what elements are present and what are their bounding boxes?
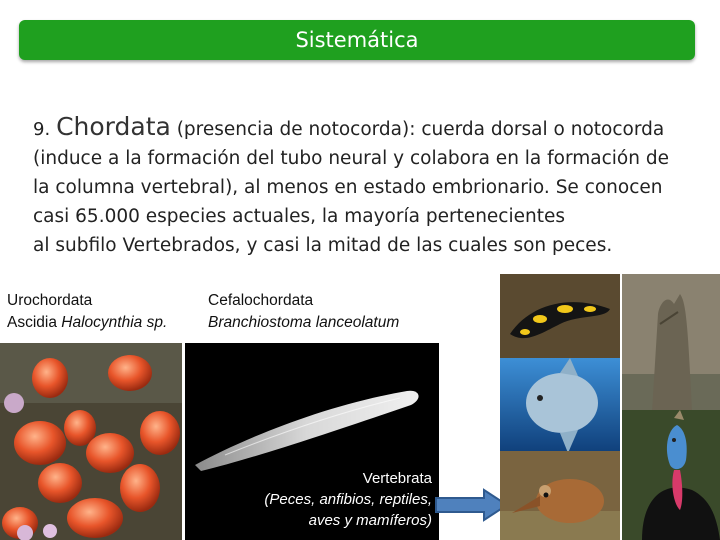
phylum-name: Chordata bbox=[56, 112, 171, 141]
paragraph-line-2: (induce a la formación del tubo neural y colabora en la formación de bbox=[33, 148, 669, 169]
slide-title-bar bbox=[19, 20, 695, 60]
elephant-shrew-photo bbox=[500, 451, 620, 540]
right-arrow-icon bbox=[434, 488, 510, 522]
lancelet-photo bbox=[185, 343, 439, 540]
urochordata-example: Ascidia Halocynthia sp. bbox=[7, 314, 168, 331]
vertebrata-caption bbox=[264, 468, 432, 531]
vertebrata-line-1: (Peces, anfibios, reptiles, bbox=[264, 491, 432, 508]
paragraph-line-1-text: (presencia de notocorda): cuerda dorsal o notocorda bbox=[176, 119, 665, 140]
cefalochordata-example: Branchiostoma lanceolatum bbox=[208, 314, 400, 331]
urochordata-label bbox=[7, 290, 167, 334]
vertebrata-line-2: aves y mamíferos) bbox=[308, 512, 432, 529]
vertebrata-heading: Vertebrata bbox=[362, 470, 432, 487]
urochordata-group: Urochordata bbox=[7, 292, 93, 309]
item-number: 9. bbox=[33, 119, 51, 140]
ascidian-photo bbox=[0, 343, 182, 540]
salamander-photo bbox=[500, 274, 620, 360]
crocodile-photo bbox=[622, 274, 720, 412]
sunfish-photo bbox=[500, 358, 620, 453]
cassowary-photo bbox=[622, 410, 720, 540]
paragraph-line-3: la columna vertebral), al menos en estado embrionario. Se conocen bbox=[33, 177, 663, 198]
paragraph-line-1 bbox=[33, 112, 713, 144]
cefalochordata-label bbox=[208, 290, 399, 334]
paragraph-line-5: al subfilo Vertebrados, y casi la mitad de las cuales son peces. bbox=[33, 235, 613, 256]
chordata-description bbox=[33, 112, 713, 260]
paragraph-line-4: casi 65.000 especies actuales, la mayoría pertenecientes bbox=[33, 206, 565, 227]
cefalochordata-group: Cefalochordata bbox=[208, 292, 314, 309]
slide-title: Sistemática bbox=[295, 28, 419, 52]
